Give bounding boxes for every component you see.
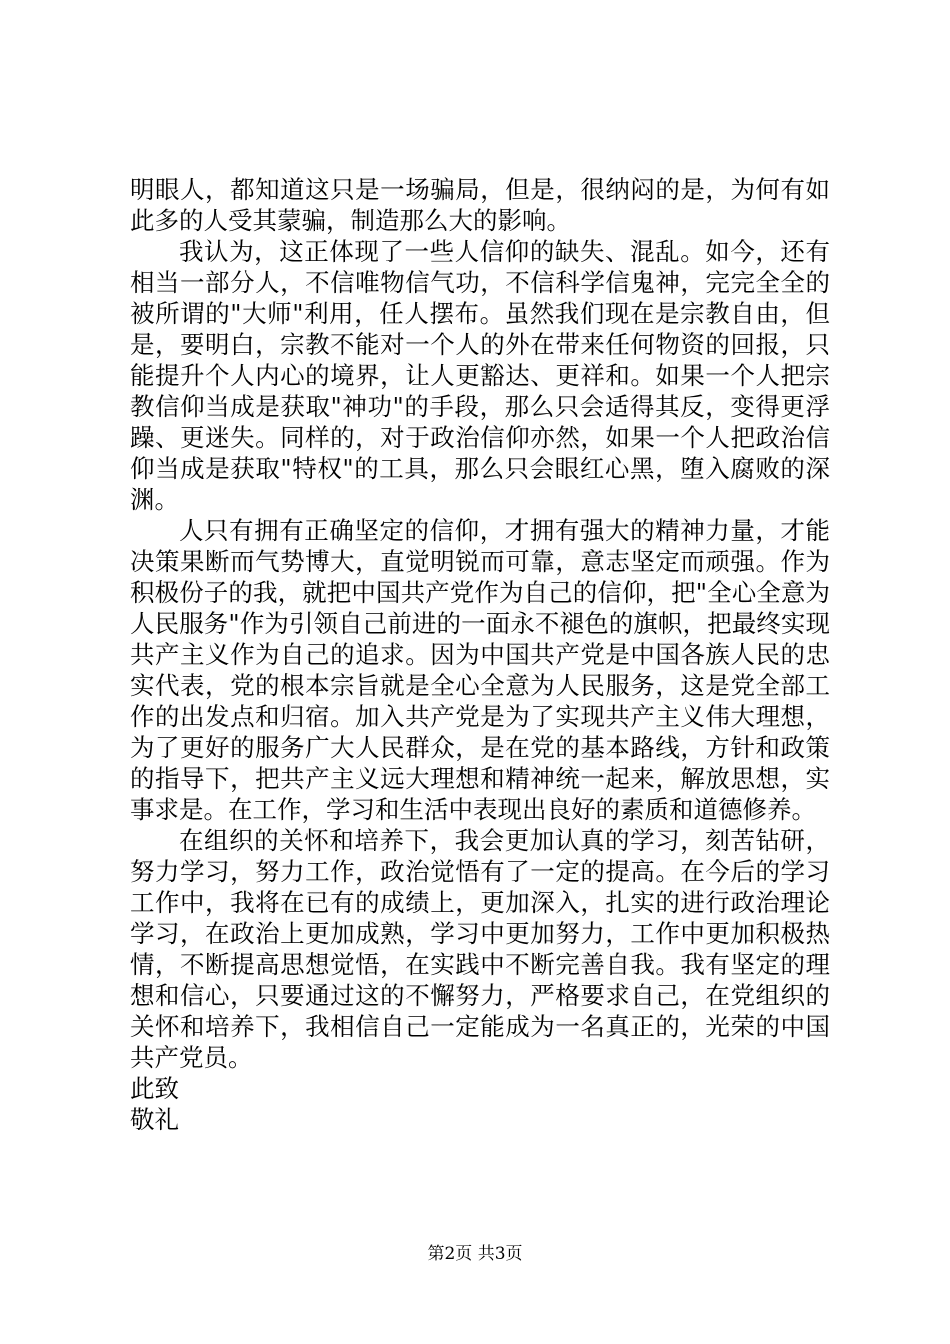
document-body — [130, 174, 830, 1135]
paragraph-party-faith: 人只有拥有正确坚定的信仰，才拥有强大的精神力量，才能决策果断而气势博大，直觉明锐而可靠，意志坚定而顽强。作为积极份子的我，就把中国共产党作为自己的信仰，把"全心全意为人民服务"作为引领自己前进的一面永不褪色的旗帜，把最终实现共产主义作为自己的追求。因为中国共产党是中国各族人民的忠实代表，党的根本宗旨就是全心全意为人民服务，这是党全部工作的出发点和归宿。加入共产党是为了实现共产主义伟大理想，为了更好的服务广大人民群众，是在党的基本路线，方针和政策的指导下，把共产主义远大理想和精神统一起来，解放思想，实事求是。在工作，学习和生活中表现出良好的素质和道德修养。 — [130, 516, 830, 824]
paragraph-continuation: 明眼人，都知道这只是一场骗局，但是，很纳闷的是，为何有如此多的人受其蒙骗，制造那么大的影响。 — [130, 175, 830, 235]
paragraph-belief-crisis: 我认为，这正体现了一些人信仰的缺失、混乱。如今，还有相当一部分人，不信唯物信气功，不信科学信鬼神，完完全全的被所谓的"大师"利用，任人摆布。虽然我们现在是宗教自由，但是，要明白，宗教不能对一个人的外在带来任何物资的回报，只能提升个人内心的境界，让人更豁达、更祥和。如果一个人把宗教信仰当成是获取"神功"的手段，那么只会适得其反，变得更浮躁、更迷失。同样的，对于政治信仰亦然，如果一个人把政治信仰当成是获取"特权"的工具，那么只会眼红心黑，堕入腐败的深渊。 — [130, 237, 830, 514]
closing-salutation: 此致 — [130, 1074, 179, 1103]
closing-regards: 敬礼 — [130, 1105, 179, 1134]
paragraph-commitment: 在组织的关怀和培养下，我会更加认真的学习，刻苦钻研，努力学习，努力工作，政治觉悟有了一定的提高。在今后的学习工作中，我将在已有的成绩上，更加深入，扎实的进行政治理论学习，在政治上更加成熟，学习中更加努力，工作中更加积极热情，不断提高思想觉悟，在实践中不断完善自我。我有坚定的理想和信心，只要通过这的不懈努力，严格要求自己，在党组织的关怀和培养下，我相信自己一定能成为一名真正的，光荣的中国共产党员。 — [130, 826, 830, 1072]
page-number-footer: 第2页 共3页 — [427, 1244, 523, 1264]
